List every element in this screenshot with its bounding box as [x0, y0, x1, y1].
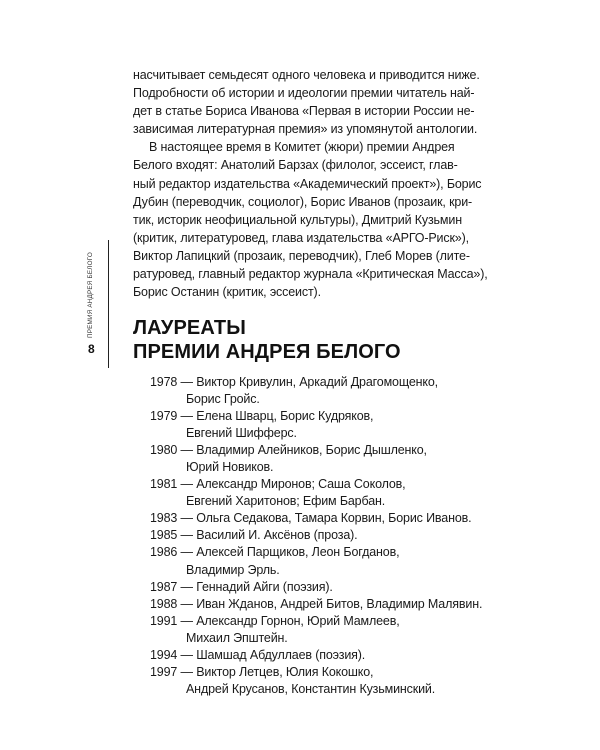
text-line: ратуровед, главный редактор журнала «Критическая Масса»), [133, 267, 488, 282]
margin-rule [108, 240, 109, 368]
laureate-entry [150, 510, 470, 527]
laureate-entry [150, 613, 470, 647]
laureate-names-continued: Владимир Эрль. [186, 562, 280, 577]
page-number: 8 [88, 342, 95, 356]
laureate-year-names: 1981 — Александр Миронов; Саша Соколов, [150, 477, 406, 492]
text-line: насчитывает семьдесят одного человека и приводится ниже. [133, 68, 480, 82]
running-head [86, 243, 98, 338]
laureate-year-names: 1983 — Ольга Седакова, Тамара Корвин, Борис Иванов. [150, 511, 472, 526]
section-title-line: ЛАУРЕАТЫ [133, 317, 246, 339]
section-title-line: ПРЕМИИ АНДРЕЯ БЕЛОГО [133, 341, 401, 363]
laureate-entry [150, 664, 470, 698]
text-line: дет в статье Бориса Иванова «Первая в истории России не- [133, 104, 475, 119]
text-line: В настоящее время в Комитет (жюри) премии Андрея [149, 140, 455, 155]
text-line: Борис Останин (критик, эссеист). [133, 285, 321, 300]
text-line: зависимая литературная премия» из упомянутой антологии. [133, 122, 478, 137]
laureate-year-names: 1987 — Геннадий Айги (поэзия). [150, 579, 333, 594]
text-line: Дубин (переводчик, социолог), Борис Иванов (прозаик, кри- [133, 194, 473, 209]
laureate-year-names: 1986 — Алексей Парщиков, Леон Богданов, [150, 545, 400, 560]
laureate-year-names: 1991 — Александр Горнон, Юрий Мамлеев, [150, 613, 400, 628]
running-head-text: ПРЕМИЯ АНДРЕЯ БЕЛОГО [87, 251, 94, 338]
laureate-names-continued: Андрей Крусанов, Константин Кузьминский. [186, 681, 436, 696]
laureate-entry [150, 476, 470, 510]
laureate-year-names: 1979 — Елена Шварц, Борис Кудряков, [150, 409, 374, 424]
laureate-entry [150, 647, 470, 664]
laureate-year-names: 1988 — Иван Жданов, Андрей Битов, Владимир Малявин. [150, 596, 483, 611]
text-line: Виктор Лапицкий (прозаик, переводчик), Глеб Морев (лите- [133, 248, 470, 263]
text-line: Подробности об истории и идеологии премии читатель най- [133, 86, 475, 101]
laureate-entry [150, 408, 470, 442]
laureate-year-names: 1980 — Владимир Алейников, Борис Дышленко, [150, 443, 427, 458]
section-title [133, 316, 401, 364]
laureate-names-continued: Борис Гройс. [186, 392, 260, 407]
laureate-year-names: 1994 — Шамшад Абдуллаев (поэзия). [150, 647, 366, 662]
laureate-year-names: 1985 — Василий И. Аксёнов (проза). [150, 528, 358, 543]
text-line: ный редактор издательства «Академический проект»), Борис [133, 176, 482, 191]
laureate-year-names: 1997 — Виктор Летцев, Юлия Кокошко, [150, 664, 374, 679]
laureate-names-continued: Юрий Новиков. [186, 460, 274, 475]
laureate-entry [150, 442, 470, 476]
laureate-year-names: 1978 — Виктор Кривулин, Аркадий Драгомощенко, [150, 375, 438, 389]
laureate-entry [150, 374, 470, 408]
laureate-names-continued: Евгений Шифферс. [186, 426, 297, 441]
laureate-entry [150, 527, 470, 544]
text-line: Белого входят: Анатолий Барзах (филолог, эссеист, глав- [133, 158, 458, 173]
laureates-list [150, 374, 483, 698]
laureate-entry [150, 579, 470, 596]
laureate-entry [150, 544, 470, 578]
body-paragraphs [133, 66, 488, 301]
text-line: (критик, литературовед, глава издательства «АРГО-Риск»), [133, 230, 469, 245]
laureate-names-continued: Евгений Харитонов; Ефим Барбан. [186, 494, 386, 509]
laureate-entry [150, 596, 483, 613]
laureate-names-continued: Михаил Эпштейн. [186, 630, 288, 645]
text-line: тик, историк неофициальной культуры), Дмитрий Кузьмин [133, 212, 462, 227]
